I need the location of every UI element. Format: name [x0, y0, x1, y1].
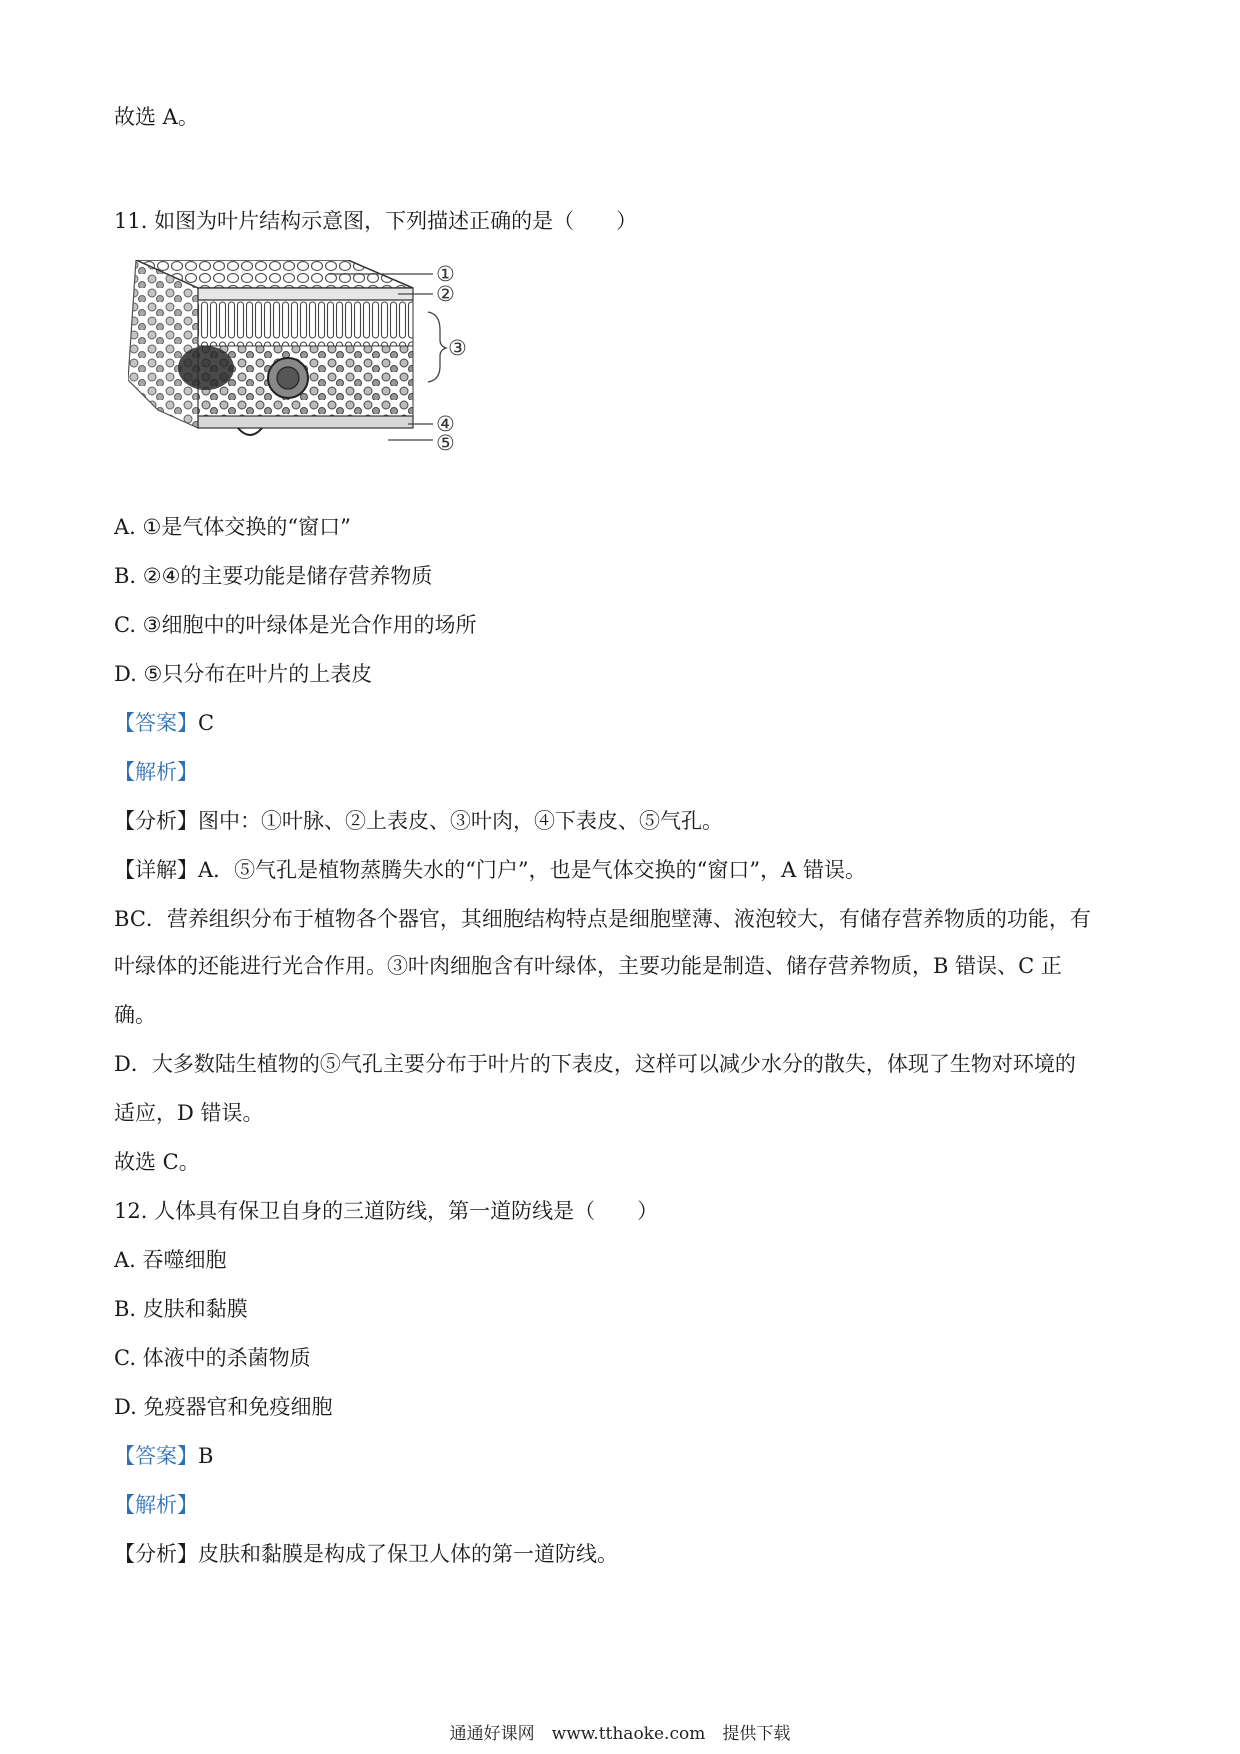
lower-epidermis: [198, 416, 413, 428]
analysis-text: 图中：①叶脉、②上表皮、③叶肉，④下表皮、⑤气孔。: [198, 809, 723, 833]
question-11-answer: [114, 708, 214, 738]
leaf-side-face: [128, 260, 198, 428]
figure-label-1: ①: [436, 262, 455, 286]
question-11-option-d: D. ⑤只分布在叶片的上表皮: [114, 662, 373, 686]
question-12-analysis-heading: 【解析】: [114, 1493, 198, 1517]
question-11-stem: 11. 如图为叶片结构示意图，下列描述正确的是（ ）: [114, 209, 638, 233]
question-12-answer: [114, 1441, 213, 1471]
question-11-analysis-heading: 【解析】: [114, 760, 198, 784]
detail-bc-line-1: BC．营养组织分布于植物各个器官，其细胞结构特点是细胞壁薄、液泡较大，有储存营养物质的功能，有: [114, 907, 1091, 931]
question-11-analysis: [114, 806, 723, 836]
detail-tag: 【详解】: [114, 858, 198, 882]
detail-d-line-1: D．大多数陆生植物的⑤气孔主要分布于叶片的下表皮，这样可以减少水分的散失，体现了生物对环境的: [114, 1052, 1076, 1076]
analysis-text: 皮肤和黏膜是构成了保卫人体的第一道防线。: [198, 1542, 618, 1566]
question-12-option-c: C. 体液中的杀菌物质: [114, 1346, 311, 1370]
question-12-stem: 12. 人体具有保卫自身的三道防线，第一道防线是（ ）: [114, 1199, 659, 1223]
answer-tag: 【答案】: [114, 711, 198, 735]
page-footer: 通通好课网 www.tthaoke.com 提供下载: [449, 1724, 791, 1744]
question-11-conclusion: 故选 C。: [114, 1150, 200, 1174]
upper-epidermis: [198, 288, 413, 300]
question-12-option-a: A. 吞噬细胞: [114, 1248, 227, 1272]
figure-label-2: ②: [436, 282, 455, 306]
detail-bc-line-3: 确。: [114, 1003, 156, 1027]
detail-d-line-2: 适应，D 错误。: [114, 1101, 264, 1125]
answer-value: C: [198, 711, 215, 735]
question-11-detail: [114, 855, 866, 885]
answer-value: B: [198, 1444, 214, 1468]
question-11-option-c: C. ③细胞中的叶绿体是光合作用的场所: [114, 613, 477, 637]
leaf-vein: [178, 346, 234, 390]
answer-tag: 【答案】: [114, 1444, 198, 1468]
leaf-structure-figure: [128, 260, 548, 492]
detail-bc-line-2: 叶绿体的还能进行光合作用。③叶肉细胞含有叶绿体，主要功能是制造、储存营养物质，B 错误、C 正: [114, 954, 1062, 978]
question-12-analysis: [114, 1539, 618, 1569]
analysis-tag: 【分析】: [114, 809, 198, 833]
figure-label-4: ④: [436, 412, 455, 436]
analysis-tag: 【分析】: [114, 1542, 198, 1566]
question-11-option-a: A. ①是气体交换的“窗口”: [114, 515, 351, 539]
stoma: [238, 428, 262, 435]
detail-text: A．⑤气孔是植物蒸腾失水的“门户”，也是气体交换的“窗口”，A 错误。: [198, 858, 866, 882]
question-11-option-b: B. ②④的主要功能是储存营养物质: [114, 564, 433, 588]
figure-label-3: ③: [448, 336, 467, 360]
previous-answer-conclusion: 故选 A。: [114, 105, 199, 129]
figure-label-5: ⑤: [436, 431, 455, 455]
palisade-layer: [198, 300, 413, 346]
question-12-option-b: B. 皮肤和黏膜: [114, 1297, 248, 1321]
question-12-option-d: D. 免疫器官和免疫细胞: [114, 1395, 333, 1419]
